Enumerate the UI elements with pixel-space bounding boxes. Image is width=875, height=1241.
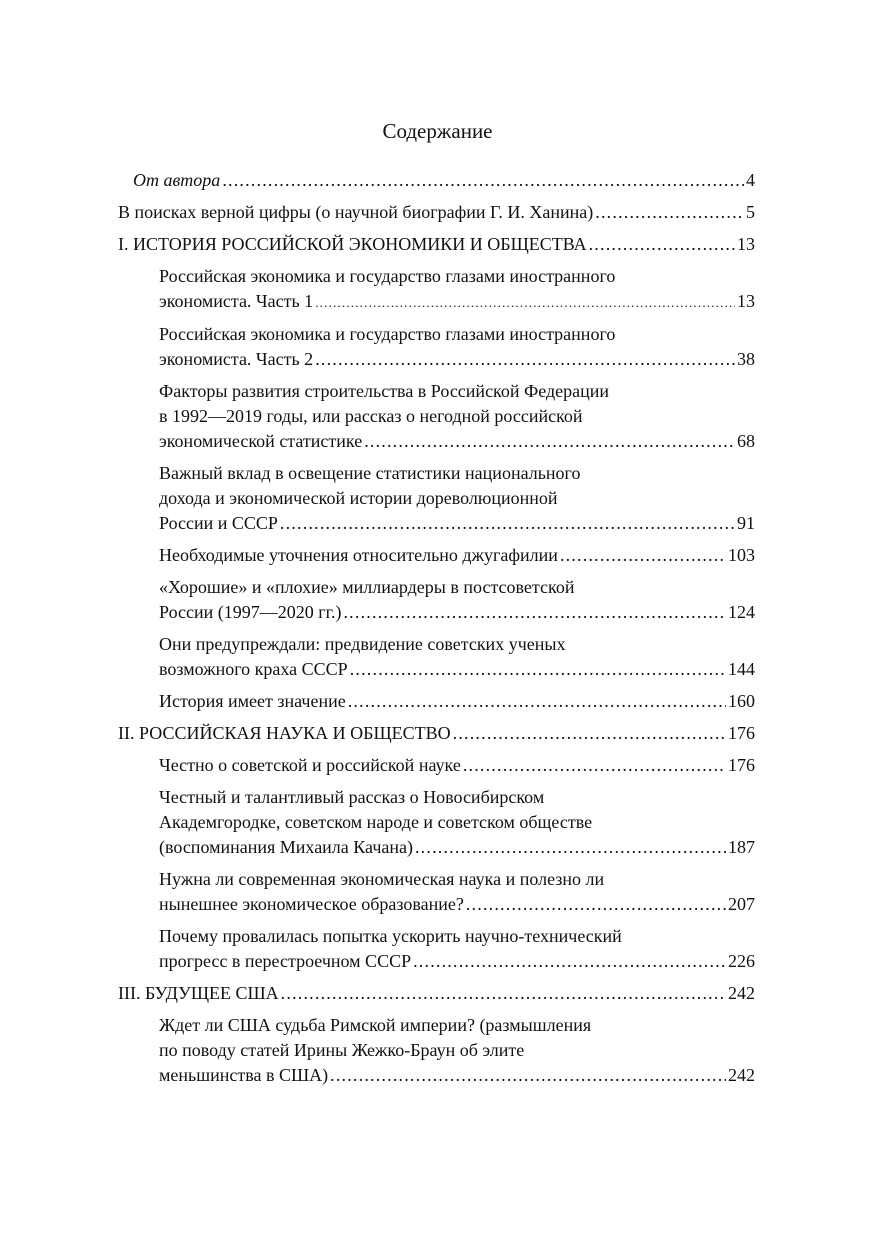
toc-entry-last-line xyxy=(159,949,755,974)
toc-entry-title-line: В поисках верной цифры (о научной биографии Г. И. Ханина) xyxy=(118,202,594,222)
toc-entry-page-number: 160 xyxy=(728,691,755,711)
toc-entry-title-line: Российская экономика и государство глазами иностранного xyxy=(159,266,616,286)
toc-list xyxy=(118,168,755,1095)
toc-entry-last-line xyxy=(159,689,755,714)
toc-entry-page-number: 176 xyxy=(728,723,755,743)
toc-entry-page-number: 176 xyxy=(728,755,755,775)
toc-entry[interactable] xyxy=(118,543,755,568)
toc-entry-page-number: 91 xyxy=(737,513,755,533)
toc-entry-title-line: Ждет ли США судьба Римской империи? (размышления xyxy=(159,1015,592,1035)
toc-title: Содержание xyxy=(382,119,493,143)
toc-entry-title-line: России и СССР xyxy=(159,513,278,533)
dot-leader xyxy=(589,232,735,257)
toc-entry-title-line: по поводу статей Ирины Жежко-Браун об элите xyxy=(159,1040,525,1060)
dot-leader xyxy=(560,543,726,568)
toc-entry-title-line: «Хорошие» и «плохие» миллиардеры в постсоветской xyxy=(159,577,575,597)
toc-entry-last-line xyxy=(159,835,755,860)
toc-entry-title-line: возможного краха СССР xyxy=(159,659,348,679)
toc-entry-page-number: 13 xyxy=(737,291,755,311)
dot-leader xyxy=(281,981,726,1006)
toc-entry[interactable] xyxy=(118,322,755,372)
toc-entry-title-line: История имеет значение xyxy=(159,691,346,711)
dot-leader xyxy=(222,168,744,193)
toc-entry-page-number: 187 xyxy=(728,837,755,857)
toc-entry-title-line: Они предупреждали: предвидение советских ученых xyxy=(159,634,566,654)
toc-entry-title-line: экономиста. Часть 2 xyxy=(159,349,314,369)
toc-entry-last-line xyxy=(159,753,755,778)
toc-entry-last-line xyxy=(159,892,755,917)
toc-entry-title-line: экономиста. Часть 1 xyxy=(159,291,314,311)
toc-entry-last-line xyxy=(159,429,755,454)
dot-leader xyxy=(315,290,735,315)
toc-entry-title-line: (воспоминания Михаила Качана) xyxy=(159,837,413,857)
toc-entry-title-line: Важный вклад в освещение статистики национального xyxy=(159,463,581,483)
toc-entry-title-line: Российская экономика и государство глазами иностранного xyxy=(159,324,616,344)
toc-entry-page-number: 242 xyxy=(728,1065,755,1085)
toc-entry[interactable] xyxy=(118,200,755,225)
toc-entry-last-line xyxy=(159,1063,755,1088)
toc-entry-title-line: России (1997—2020 гг.) xyxy=(159,602,342,622)
toc-entry-title-line: экономической статистике xyxy=(159,431,363,451)
dot-leader xyxy=(463,753,726,778)
toc-entry[interactable] xyxy=(118,867,755,917)
toc-entry[interactable] xyxy=(118,1013,755,1088)
toc-entry-page-number: 13 xyxy=(737,234,755,254)
toc-entry-last-line xyxy=(159,289,755,315)
toc-entry[interactable] xyxy=(118,264,755,315)
toc-entry[interactable] xyxy=(118,981,755,1006)
toc-entry-page-number: 5 xyxy=(746,202,755,222)
dot-leader xyxy=(280,511,735,536)
dot-leader xyxy=(330,1063,726,1088)
toc-entry-title-line: III. БУДУЩЕЕ США xyxy=(118,983,279,1003)
toc-entry[interactable] xyxy=(118,689,755,714)
dot-leader xyxy=(343,600,726,625)
toc-entry[interactable] xyxy=(118,168,755,193)
toc-entry-last-line xyxy=(133,168,755,193)
toc-entry-page-number: 242 xyxy=(728,983,755,1003)
toc-entry-title-line: прогресс в перестроечном СССР xyxy=(159,951,412,971)
toc-entry-title-line: Честно о советской и российской науке xyxy=(159,755,461,775)
toc-entry-title-line: Факторы развития строительства в Российской Федерации xyxy=(159,381,610,401)
toc-entry-last-line xyxy=(159,347,755,372)
toc-entry-page-number: 68 xyxy=(737,431,755,451)
toc-entry-page-number: 103 xyxy=(728,545,755,565)
toc-entry-title-line: дохода и экономической истории дореволюционной xyxy=(159,488,558,508)
dot-leader xyxy=(595,200,744,225)
toc-entry-title-line: Честный и талантливый рассказ о Новосибирском xyxy=(159,787,545,807)
toc-entry-title-line: II. РОССИЙСКАЯ НАУКА И ОБЩЕСТВО xyxy=(118,723,451,743)
dot-leader xyxy=(453,721,726,746)
toc-entry-last-line xyxy=(159,600,755,625)
toc-entry-last-line xyxy=(159,657,755,682)
toc-entry-last-line xyxy=(118,232,755,257)
dot-leader xyxy=(315,347,735,372)
toc-entry-last-line xyxy=(159,543,755,568)
toc-entry-last-line xyxy=(118,981,755,1006)
dot-leader xyxy=(413,949,726,974)
toc-entry-last-line xyxy=(159,511,755,536)
toc-entry-title-line: Почему провалилась попытка ускорить научно-технический xyxy=(159,926,622,946)
toc-entry-title-line: Необходимые уточнения относительно джугафилии xyxy=(159,545,558,565)
toc-entry[interactable] xyxy=(118,232,755,257)
toc-entry[interactable] xyxy=(118,924,755,974)
toc-entry-title-line: в 1992—2019 годы, или рассказ о негодной российской xyxy=(159,406,583,426)
toc-entry-title-line: нынешнее экономическое образование? xyxy=(159,894,464,914)
dot-leader xyxy=(350,657,726,682)
toc-entry-title-line: Нужна ли современная экономическая наука и полезно ли xyxy=(159,869,605,889)
toc-entry-last-line xyxy=(118,200,755,225)
toc-entry-page-number: 38 xyxy=(737,349,755,369)
toc-entry[interactable] xyxy=(118,721,755,746)
toc-entry[interactable] xyxy=(118,632,755,682)
dot-leader xyxy=(415,835,726,860)
toc-entry[interactable] xyxy=(118,785,755,860)
toc-entry[interactable] xyxy=(118,461,755,536)
dot-leader xyxy=(466,892,726,917)
toc-entry-last-line xyxy=(118,721,755,746)
dot-leader xyxy=(348,689,726,714)
toc-entry-page-number: 207 xyxy=(728,894,755,914)
toc-entry-title-line: I. ИСТОРИЯ РОССИЙСКОЙ ЭКОНОМИКИ И ОБЩЕСТВА xyxy=(118,234,587,254)
toc-entry-title-line: Академгородке, советском народе и советском обществе xyxy=(159,812,593,832)
dot-leader xyxy=(364,429,735,454)
toc-entry[interactable] xyxy=(118,379,755,454)
toc-entry-page-number: 124 xyxy=(728,602,755,622)
toc-entry-page-number: 226 xyxy=(728,951,755,971)
toc-entry-title-line: От автора xyxy=(133,170,221,190)
toc-entry-page-number: 4 xyxy=(746,170,755,190)
toc-entry-page-number: 144 xyxy=(728,659,755,679)
toc-entry[interactable] xyxy=(118,575,755,625)
toc-entry-title-line: меньшинства в США) xyxy=(159,1065,329,1085)
toc-entry[interactable] xyxy=(118,753,755,778)
